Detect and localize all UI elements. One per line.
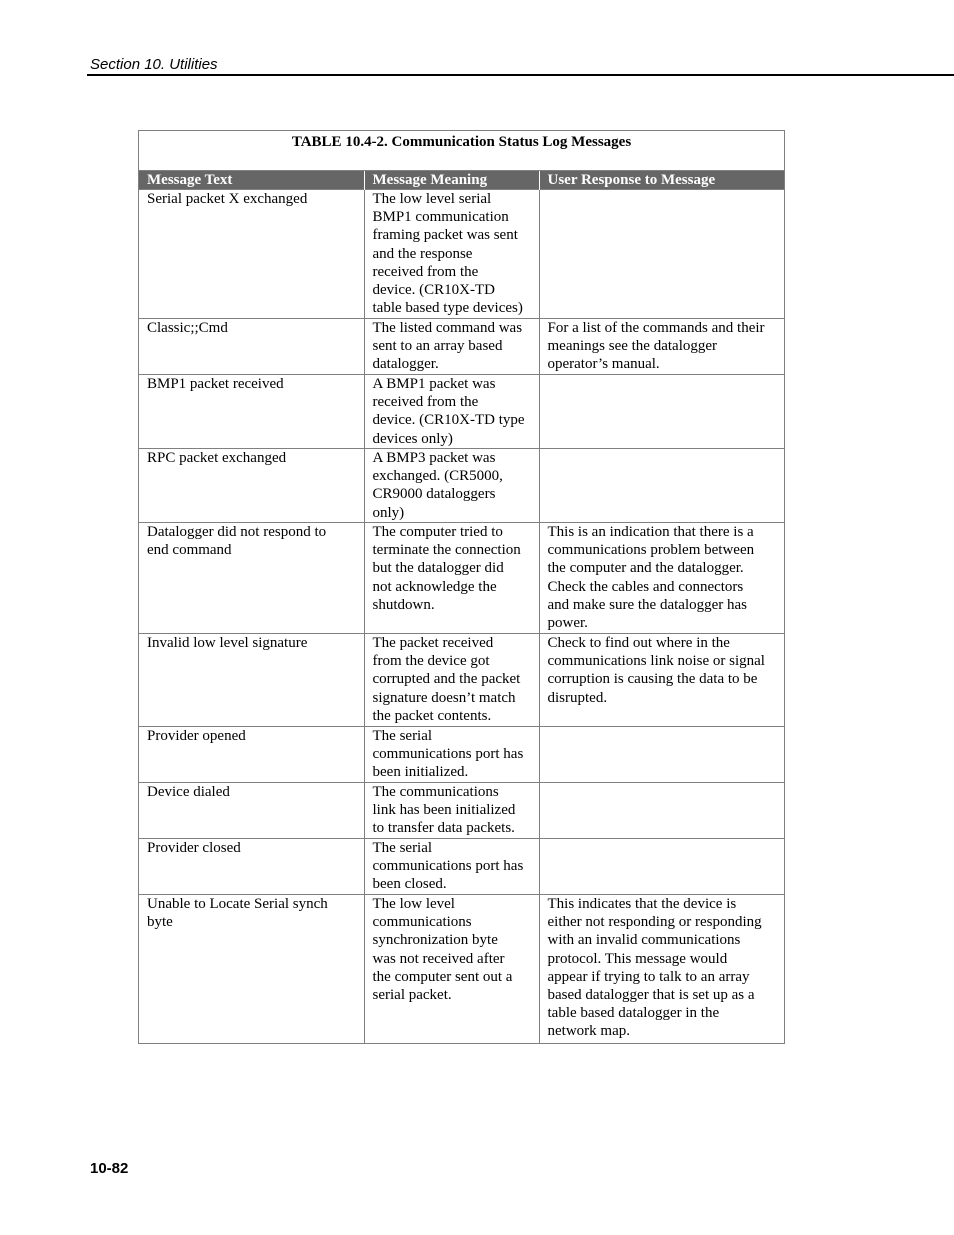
user-response-cell (539, 375, 784, 449)
message-meaning-cell: The serial communications port has been initialized. (364, 727, 539, 783)
message-text-cell: BMP1 packet received (139, 375, 364, 449)
table-row (139, 727, 784, 783)
message-table (139, 171, 784, 1043)
table-row (139, 523, 784, 634)
table-row (139, 449, 784, 523)
message-text-cell: Datalogger did not respond to end command (139, 523, 364, 634)
message-text-cell: Device dialed (139, 783, 364, 839)
message-meaning-cell: The low level communications synchronization byte was not received after the computer sent out a serial packet. (364, 895, 539, 1043)
message-meaning-cell: The packet received from the device got corrupted and the packet signature doesn’t match the packet contents. (364, 634, 539, 727)
table-row (139, 319, 784, 375)
page-number: 10-82 (90, 1160, 129, 1177)
user-response-cell: This is an indication that there is a communications problem between the computer and the datalogger. Check the cables and connectors and make sure the datalogger has power. (539, 523, 784, 634)
message-text-cell: RPC packet exchanged (139, 449, 364, 523)
message-text-cell: Provider opened (139, 727, 364, 783)
page-header: Section 10. Utilities (90, 56, 218, 73)
message-text-cell: Invalid low level signature (139, 634, 364, 727)
user-response-cell (539, 449, 784, 523)
user-response-cell (539, 783, 784, 839)
table-caption: TABLE 10.4-2. Communication Status Log Messages (139, 131, 784, 171)
message-meaning-cell: The computer tried to terminate the connection but the datalogger did not acknowledge the shutdown. (364, 523, 539, 634)
status-log-table (138, 130, 785, 1044)
message-text-cell: Provider closed (139, 839, 364, 895)
message-meaning-cell: The communications link has been initialized to transfer data packets. (364, 783, 539, 839)
user-response-cell: For a list of the commands and their meanings see the datalogger operator’s manual. (539, 319, 784, 375)
column-header-message-meaning: Message Meaning (364, 171, 539, 190)
message-meaning-cell: The low level serial BMP1 communication framing packet was sent and the response received from the device. (CR10X-TD table based type devices) (364, 190, 539, 319)
message-meaning-cell: A BMP3 packet was exchanged. (CR5000, CR9000 dataloggers only) (364, 449, 539, 523)
table-row (139, 839, 784, 895)
message-text-cell: Unable to Locate Serial synch byte (139, 895, 364, 1043)
user-response-cell: This indicates that the device is either not responding or responding with an invalid communications protocol. This message would appear if trying to talk to an array based datalogger that is set up as a table based datalogger in the network map. (539, 895, 784, 1043)
table-row (139, 375, 784, 449)
message-text-cell: Serial packet X exchanged (139, 190, 364, 319)
message-meaning-cell: A BMP1 packet was received from the device. (CR10X-TD type devices only) (364, 375, 539, 449)
user-response-cell (539, 727, 784, 783)
message-meaning-cell: The serial communications port has been closed. (364, 839, 539, 895)
table-header-row (139, 171, 784, 190)
user-response-cell: Check to find out where in the communications link noise or signal corruption is causing the data to be disrupted. (539, 634, 784, 727)
table-row (139, 190, 784, 319)
column-header-user-response: User Response to Message (539, 171, 784, 190)
table-row (139, 634, 784, 727)
user-response-cell (539, 190, 784, 319)
table-row (139, 895, 784, 1043)
header-rule (87, 74, 954, 76)
column-header-message-text: Message Text (139, 171, 364, 190)
user-response-cell (539, 839, 784, 895)
message-text-cell: Classic;;Cmd (139, 319, 364, 375)
table-row (139, 783, 784, 839)
message-meaning-cell: The listed command was sent to an array based datalogger. (364, 319, 539, 375)
